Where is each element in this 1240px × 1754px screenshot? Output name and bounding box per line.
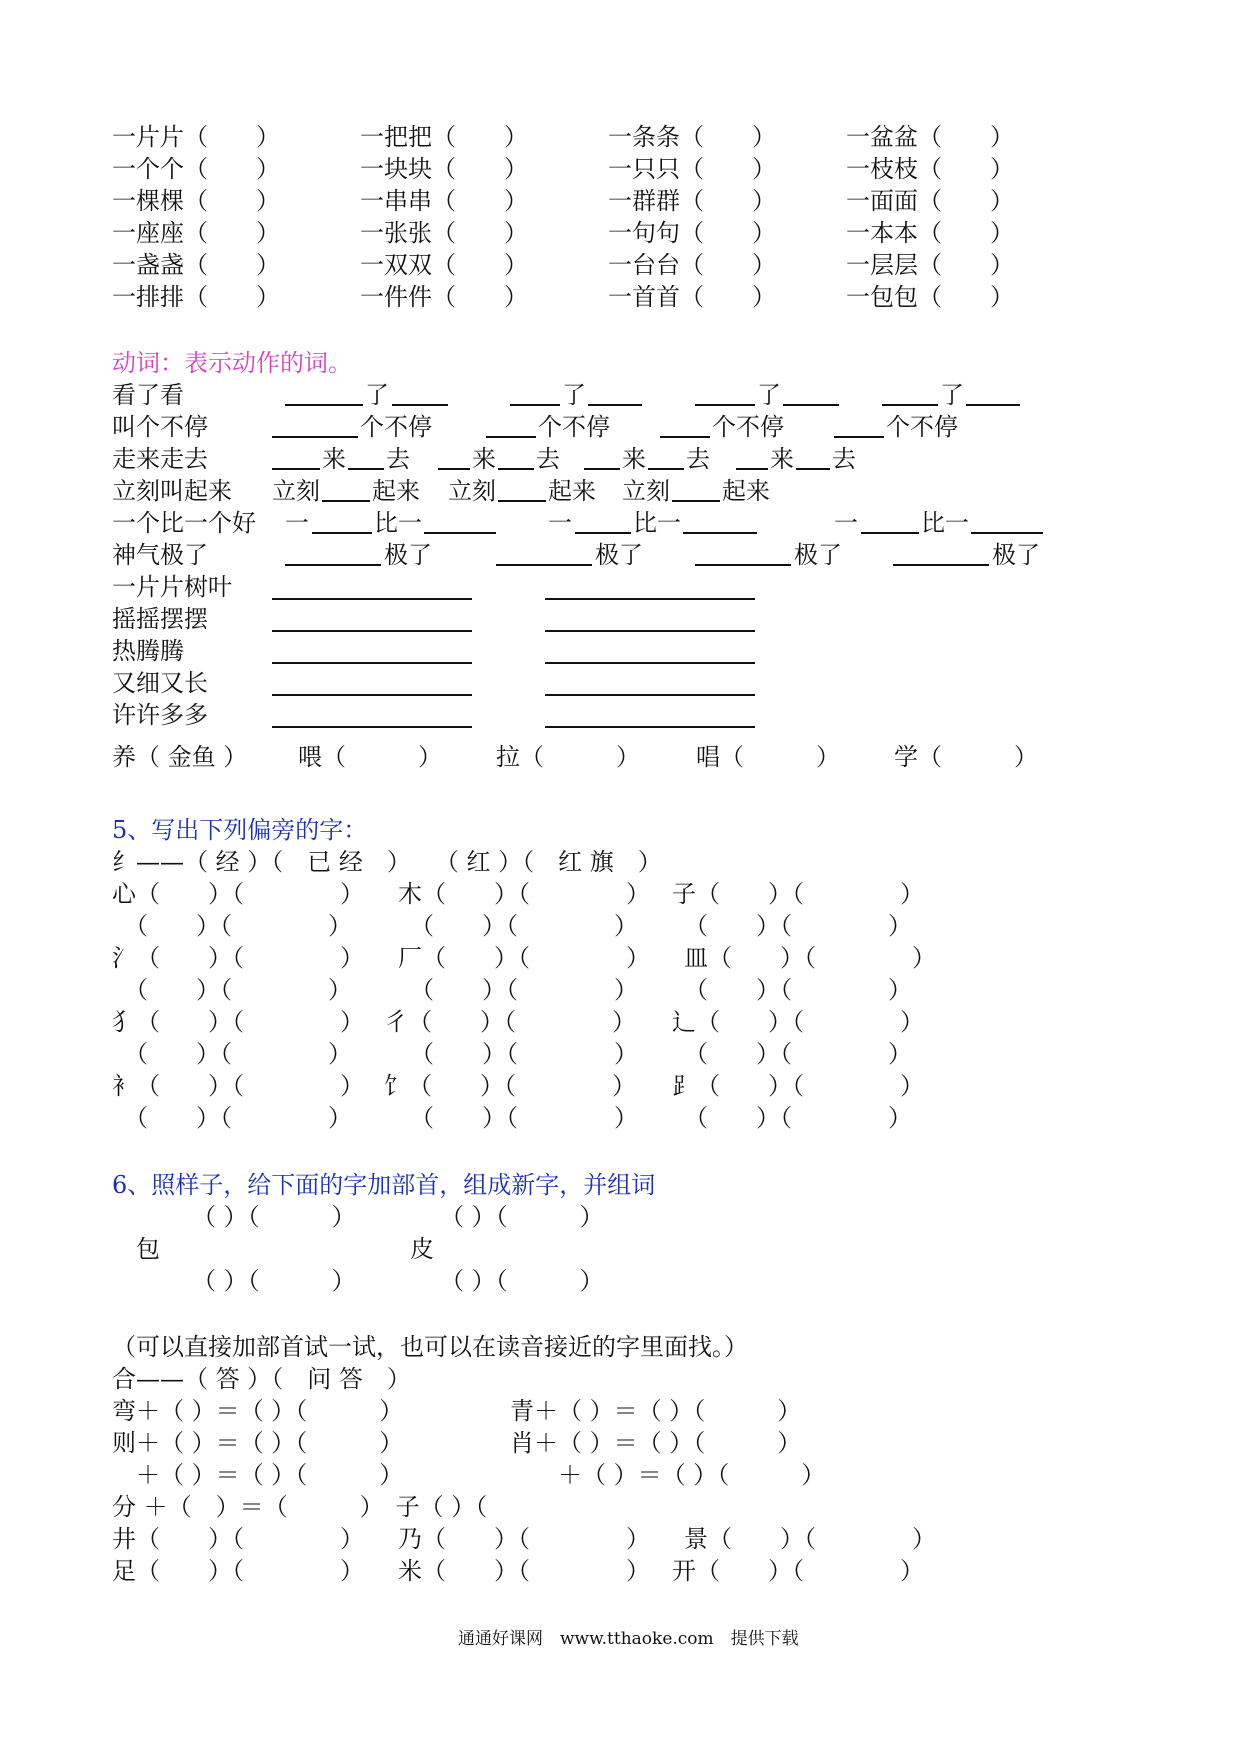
measure-item: 一包包（ ） (846, 283, 1014, 311)
object-item: 唱（ ） (696, 743, 840, 771)
verb-cell: 去 (832, 445, 856, 473)
answer-blank[interactable] (834, 436, 884, 438)
answer-blank[interactable] (545, 694, 755, 696)
verb-cell: 个不停 (712, 413, 784, 441)
base-char: 包 (136, 1235, 160, 1263)
answer-blank[interactable] (285, 564, 381, 566)
radical-cell: 子（ ）（ ） (672, 880, 924, 908)
equation: 则＋（ ）＝（ ）（ ） (112, 1429, 404, 1457)
radical-cell: 足（ ）（ ） (112, 1557, 364, 1585)
verb-cell: 比一 (374, 509, 422, 537)
radical-cell: 景（ ）（ ） (684, 1525, 936, 1553)
answer-blank[interactable] (498, 468, 534, 470)
radical-cell: （ ）（ ） (112, 912, 352, 940)
radical-cell: 衤（ ）（ ） (112, 1072, 364, 1100)
verb-cell: 立刻 (272, 477, 320, 505)
measure-item: 一盏盏（ ） (112, 251, 280, 279)
radical-cell: （ ）（ ） (398, 912, 638, 940)
verb-cell: 极了 (794, 541, 842, 569)
measure-item: 一本本（ ） (846, 219, 1014, 247)
measure-item: 一盆盆（ ） (846, 123, 1014, 151)
measure-item: 一排排（ ） (112, 283, 280, 311)
radical-cell: 饣（ ）（ ） (384, 1072, 636, 1100)
measure-item: 一层层（ ） (846, 251, 1014, 279)
answer-blank[interactable] (575, 532, 631, 534)
answer-blank[interactable] (272, 598, 472, 600)
answer-blank[interactable] (893, 564, 989, 566)
measure-item: 一双双（ ） (360, 251, 528, 279)
answer-blank[interactable] (971, 532, 1043, 534)
equation: 肖＋（ ）＝（ ）（ ） (510, 1429, 802, 1457)
verb-cell: 一 (834, 509, 858, 537)
base-char: 皮 (410, 1235, 434, 1263)
verb-cell: 起来 (548, 477, 596, 505)
fen-row: 分 ＋（ ）＝（ ） 子（ ）（ (112, 1493, 488, 1521)
measure-item: 一个个（ ） (112, 155, 280, 183)
answer-blank[interactable] (285, 404, 363, 406)
verb-cell: 来 (770, 445, 794, 473)
verb-cell: 起来 (722, 477, 770, 505)
radical-cell: 乃（ ）（ ） (398, 1525, 650, 1553)
measure-item: 一棵棵（ ） (112, 187, 280, 215)
radical-cell: 开（ ）（ ） (672, 1557, 924, 1585)
answer-blank[interactable] (498, 500, 546, 502)
answer-blank[interactable] (695, 564, 791, 566)
footer-text: 通通好课网 www.tthaoke.com 提供下载 (458, 1629, 799, 1649)
answer-blank[interactable] (545, 726, 755, 728)
answer-blank[interactable] (861, 532, 919, 534)
verb-label: 神气极了 (112, 541, 208, 569)
radical-cell: （ ）（ ） (398, 976, 638, 1004)
radical-cell: （ ）（ ） (672, 1104, 912, 1132)
verb-label: 看了看 (112, 381, 184, 409)
answer-blank[interactable] (424, 532, 496, 534)
radical-cell: （ ）（ ） (672, 1040, 912, 1068)
radical-cell: 厂（ ）（ ） (398, 944, 650, 972)
verb-cell: 来 (622, 445, 646, 473)
answer-blank[interactable] (438, 468, 470, 470)
verb-label: 又细又长 (112, 669, 208, 697)
answer-blank[interactable] (882, 404, 938, 406)
verb-cell: 了 (562, 381, 586, 409)
answer-blank[interactable] (588, 404, 642, 406)
verb-cell: 个不停 (360, 413, 432, 441)
answer-blank[interactable] (312, 532, 372, 534)
verb-heading: 动词：表示动作的词。 (112, 349, 352, 377)
radical-cell: 木（ ）（ ） (398, 880, 650, 908)
answer-blank[interactable] (272, 694, 472, 696)
radical-cell: （ ）（ ） (672, 912, 912, 940)
equation: 弯＋（ ）＝（ ）（ ） (112, 1397, 404, 1425)
bracket-pair: （ ）（ ） (440, 1203, 604, 1231)
answer-blank[interactable] (660, 436, 710, 438)
verb-cell: 来 (322, 445, 346, 473)
bracket-pair: （ ）（ ） (192, 1203, 356, 1231)
verb-cell: 了 (757, 381, 781, 409)
verb-label: 许许多多 (112, 701, 208, 729)
answer-blank[interactable] (796, 468, 830, 470)
measure-item: 一块块（ ） (360, 155, 528, 183)
verb-cell: 立刻 (448, 477, 496, 505)
answer-blank[interactable] (496, 564, 592, 566)
answer-blank[interactable] (672, 500, 720, 502)
radical-cell: 犭（ ）（ ） (112, 1008, 364, 1036)
verb-cell: 了 (365, 381, 389, 409)
equation: 青＋（ ）＝（ ）（ ） (510, 1397, 802, 1425)
verb-cell: 一 (285, 509, 309, 537)
object-item: 喂（ ） (298, 743, 442, 771)
radical-cell: 井（ ）（ ） (112, 1525, 364, 1553)
verb-cell: 一 (548, 509, 572, 537)
verb-cell: 个不停 (538, 413, 610, 441)
measure-item: 一座座（ ） (112, 219, 280, 247)
object-item: 养（ 金鱼 ） (112, 743, 248, 771)
radical-cell: （ ）（ ） (112, 976, 352, 1004)
answer-blank[interactable] (545, 662, 755, 664)
answer-blank[interactable] (648, 468, 684, 470)
verb-cell: 极了 (384, 541, 432, 569)
verb-cell: 极了 (992, 541, 1040, 569)
answer-blank[interactable] (736, 468, 768, 470)
radical-cell: （ ）（ ） (112, 1040, 352, 1068)
radical-cell: （ ）（ ） (112, 1104, 352, 1132)
answer-blank[interactable] (272, 726, 472, 728)
answer-blank[interactable] (272, 436, 358, 438)
answer-blank[interactable] (545, 598, 755, 600)
radical-cell: 氵（ ）（ ） (112, 944, 364, 972)
radical-cell: 皿（ ）（ ） (684, 944, 936, 972)
section5-example: 纟——（ 经 ）（ 已 经 ） （ 红 ）（ 红 旗 ） (112, 848, 662, 876)
verb-cell: 立刻 (622, 477, 670, 505)
answer-blank[interactable] (486, 436, 536, 438)
bracket-pair: （ ）（ ） (192, 1267, 356, 1295)
answer-blank[interactable] (322, 500, 370, 502)
measure-item: 一首首（ ） (608, 283, 776, 311)
verb-cell: 比一 (633, 509, 681, 537)
radical-cell: 彳（ ）（ ） (384, 1008, 636, 1036)
measure-item: 一把把（ ） (360, 123, 528, 151)
verb-label: 立刻叫起来 (112, 477, 232, 505)
section5-title: 5、写出下列偏旁的字： (112, 816, 368, 844)
verb-cell: 去 (386, 445, 410, 473)
measure-item: 一串串（ ） (360, 187, 528, 215)
answer-blank[interactable] (510, 404, 560, 406)
verb-cell: 极了 (595, 541, 643, 569)
verb-cell: 去 (536, 445, 560, 473)
verb-label: 叫个不停 (112, 413, 208, 441)
answer-blank[interactable] (272, 630, 472, 632)
section6-title: 6、照样子，给下面的字加部首，组成新字，并组词 (112, 1171, 656, 1199)
verb-label: 摇摇摆摆 (112, 605, 208, 633)
measure-item: 一张张（ ） (360, 219, 528, 247)
verb-cell: 了 (940, 381, 964, 409)
verb-cell: 比一 (921, 509, 969, 537)
answer-blank[interactable] (348, 468, 384, 470)
answer-blank[interactable] (783, 404, 839, 406)
radical-cell: 辶（ ）（ ） (672, 1008, 924, 1036)
verb-label: 热腾腾 (112, 637, 184, 665)
equation: ＋（ ）＝（ ）（ ） (534, 1461, 826, 1489)
section6-example: 合——（ 答 ）（ 问 答 ） (112, 1365, 411, 1393)
answer-blank[interactable] (695, 404, 755, 406)
radical-cell: 米（ ）（ ） (398, 1557, 650, 1585)
equation: ＋（ ）＝（ ）（ ） (112, 1461, 404, 1489)
verb-label: 一个比一个好 (112, 509, 256, 537)
hint-text: （可以直接加部首试一试，也可以在读音接近的字里面找。） (112, 1333, 748, 1361)
measure-item: 一条条（ ） (608, 123, 776, 151)
verb-cell: 去 (686, 445, 710, 473)
verb-label: 走来走去 (112, 445, 208, 473)
radical-cell: ⻊（ ）（ ） (672, 1072, 924, 1100)
measure-item: 一群群（ ） (608, 187, 776, 215)
measure-item: 一面面（ ） (846, 187, 1014, 215)
object-item: 拉（ ） (496, 743, 640, 771)
bracket-pair: （ ）（ ） (440, 1267, 604, 1295)
answer-blank[interactable] (966, 404, 1020, 406)
radical-cell: （ ）（ ） (398, 1104, 638, 1132)
answer-blank[interactable] (584, 468, 620, 470)
measure-item: 一台台（ ） (608, 251, 776, 279)
verb-label: 一片片树叶 (112, 573, 232, 601)
object-item: 学（ ） (894, 743, 1038, 771)
verb-cell: 来 (472, 445, 496, 473)
measure-item: 一句句（ ） (608, 219, 776, 247)
radical-cell: （ ）（ ） (398, 1040, 638, 1068)
measure-item: 一枝枝（ ） (846, 155, 1014, 183)
measure-item: 一片片（ ） (112, 123, 280, 151)
answer-blank[interactable] (392, 404, 448, 406)
answer-blank[interactable] (683, 532, 757, 534)
measure-item: 一件件（ ） (360, 283, 528, 311)
verb-cell: 个不停 (886, 413, 958, 441)
measure-item: 一只只（ ） (608, 155, 776, 183)
answer-blank[interactable] (272, 662, 472, 664)
answer-blank[interactable] (545, 630, 755, 632)
verb-cell: 起来 (372, 477, 420, 505)
radical-cell: （ ）（ ） (672, 976, 912, 1004)
answer-blank[interactable] (272, 468, 320, 470)
radical-cell: 心（ ）（ ） (112, 880, 364, 908)
